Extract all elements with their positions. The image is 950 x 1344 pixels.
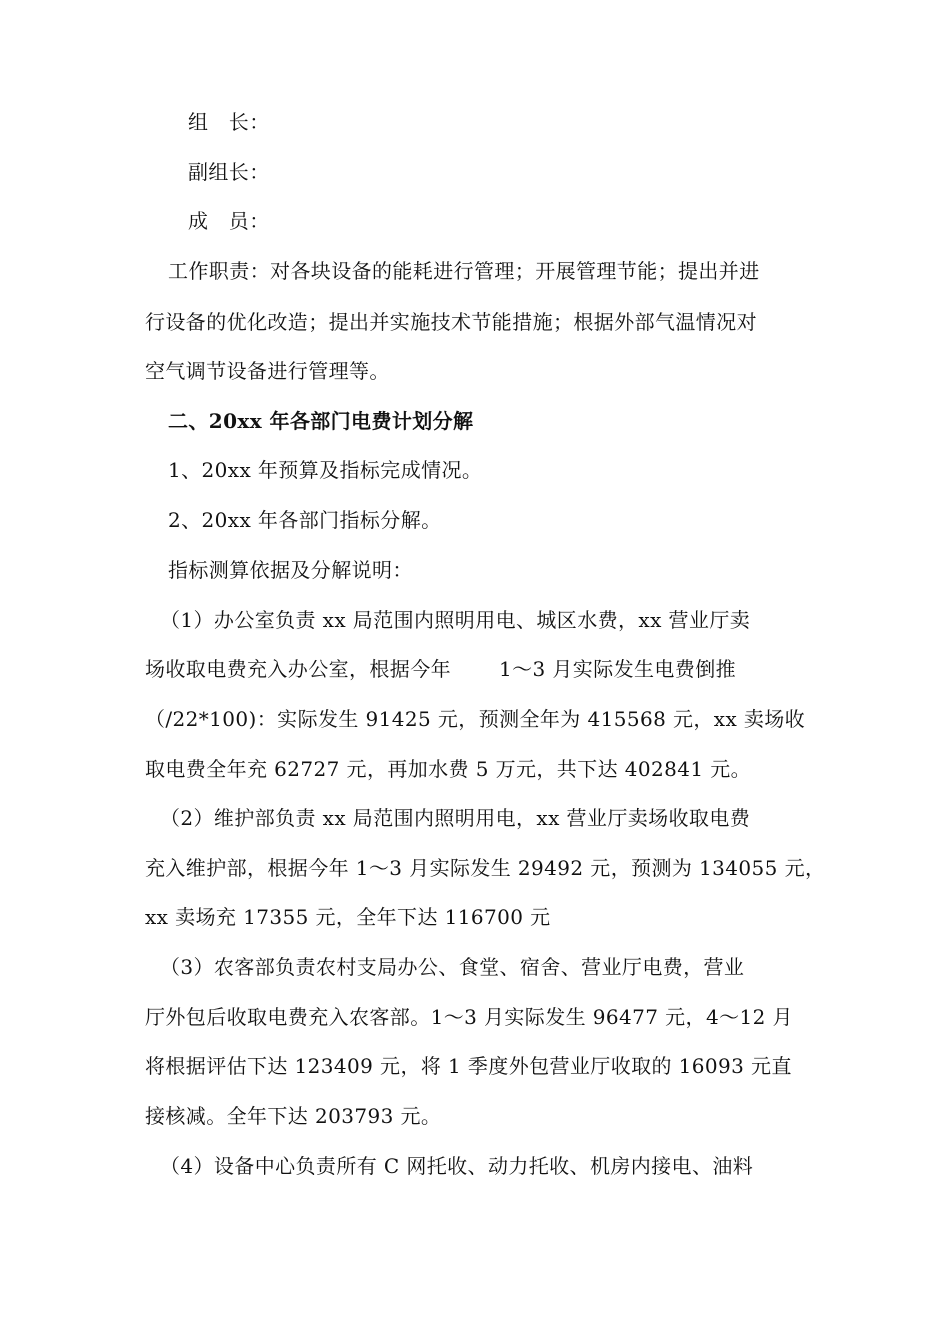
- list-item-1: 1、20xx 年预算及指标完成情况。: [168, 458, 483, 482]
- para1-line-4: 取电费全年充 62727 元，再加水费 5 万元，共下达 402841 元。: [145, 757, 752, 781]
- para3-line-3: 将根据评估下达 123409 元，将 1 季度外包营业厅收取的 16093 元直: [145, 1054, 792, 1078]
- para2-line-3: xx 卖场充 17355 元，全年下达 116700 元: [145, 905, 551, 929]
- para1-line-2-part-b: 1～3 月实际发生电费倒推: [499, 657, 737, 681]
- section-heading: 二、20xx 年各部门电费计划分解: [168, 409, 474, 433]
- para4-line-1: （4）设备中心负责所有 C 网托收、动力托收、机房内接电、油料: [160, 1154, 754, 1178]
- para3-line-1: （3）农客部负责农村支局办公、食堂、宿舍、营业厅电费，营业: [160, 955, 745, 979]
- para1-line-2-part-a: 场收取电费充入办公室，根据今年: [145, 657, 451, 681]
- para3-line-2: 厅外包后收取电费充入农客部。1～3 月实际发生 96477 元，4～12 月: [145, 1005, 793, 1029]
- duties-line-3: 空气调节设备进行管理等。: [145, 359, 390, 383]
- role-deputy: 副组长：: [188, 160, 270, 184]
- role-members: 成 员：: [188, 209, 270, 233]
- role-leader: 组 长：: [188, 110, 270, 134]
- para3-line-4: 接核减。全年下达 203793 元。: [145, 1104, 442, 1128]
- para2-line-1: （2）维护部负责 xx 局范围内照明用电，xx 营业厅卖场收取电费: [160, 806, 751, 830]
- duties-line-2: 行设备的优化改造；提出并实施技术节能措施；根据外部气温情况对: [145, 310, 757, 334]
- para1-line-1: （1）办公室负责 xx 局范围内照明用电、城区水费，xx 营业厅卖: [160, 608, 751, 632]
- duties-line-1: 工作职责：对各块设备的能耗进行管理；开展管理节能；提出并进: [168, 259, 760, 283]
- para1-line-2: [145, 657, 736, 681]
- para2-line-2: 充入维护部，根据今年 1～3 月实际发生 29492 元，预测为 134055 元，: [145, 856, 826, 880]
- basis-title: 指标测算依据及分解说明：: [168, 558, 413, 582]
- list-item-2: 2、20xx 年各部门指标分解。: [168, 508, 442, 532]
- para1-line-3: （/22*100)：实际发生 91425 元，预测全年为 415568 元，xx 卖场收: [145, 707, 806, 731]
